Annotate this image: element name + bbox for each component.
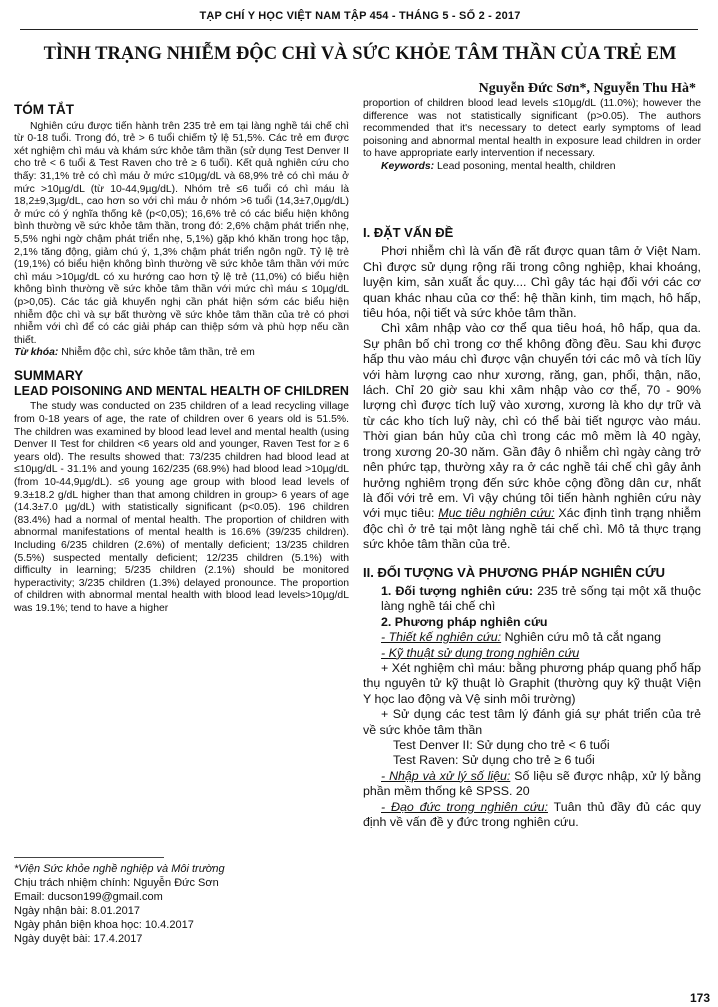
section1-para2	[363, 321, 701, 552]
footnote-reviewed: Ngày phản biện khoa học: 10.4.2017	[14, 919, 194, 931]
keywords-line	[363, 161, 701, 174]
tukhoa-label: Từ khóa:	[14, 347, 59, 359]
keywords-label: Keywords:	[381, 160, 435, 172]
design-line	[381, 630, 701, 645]
ethic-text: Tuân thủ đầy đủ các quy định về vấn đề y đức trong nghiên cứu.	[363, 799, 701, 830]
summary-heading: SUMMARY	[14, 367, 84, 383]
footnote-responsible: Chịu trách nhiệm chính: Nguyễn Đức Sơn	[14, 877, 219, 889]
section2-heading: II. ĐỐI TƯỢNG VÀ PHƯƠNG PHÁP NGHIÊN CỨU	[363, 564, 666, 580]
summary-continued: proportion of children blood lead levels ≤10µg/dL (11.0%); however the difference was not statistically significant (p>0.05). The authors recommended that it's necessary to detect early symptoms of lead poisoning and abnormal mental health in exposure lead children in order to have appropriate early intervention if necessary.	[363, 98, 701, 160]
footnotes	[14, 862, 314, 946]
ethic-label: - Đạo đức trong nghiên cứu:	[381, 799, 548, 814]
summary-body: The study was conducted on 235 children of a lead recycling village from 0-18 years of age, the rate of children over 6 years old is 51.5%. The children was examined by blood lead level and mental health (using Denver II Test for children <6 years old and younger, Raven Test for ≥ 6 years old). The results showed that: 73/235 children had blood lead at ≤10µg/dL - 31.1% and young 162/235 (68.9%) had blood lead >10µg/dL (from 10-44,9µg/dL). ≤6 young age group with blood lead levels of 9.3±18.2 g/dL higher than that among children in group> 6 years of age (14.3±7.0 µg/dL) with statistically significant (p<0.05). 196 children (83.4%) had a normal of mental health. The proportion of children with abnormal manifestations of mental health is 16.6% (39/235 children). Including 6/235 children (2.6%) of mentally deficient; 13/235 children (5.5%) suspected mentally deficient; 12/235 children (5.1%) with difficulty in learning; 5/235 children (2.1%) should be monitored hyperactivity; 3/235 children (1.3%) delayed pronounce. The proportion of children with abnormal mental health with blood lead levels>10µg/dL was 19.1%; tend to have a higher	[14, 401, 349, 614]
sub1-line	[381, 584, 701, 615]
data-line	[363, 769, 701, 800]
page-number: 173	[689, 991, 710, 1005]
denver-line: Test Denver II: Sử dụng cho trẻ < 6 tuổi	[393, 738, 610, 752]
tukhoa-text: Nhiễm độc chì, sức khỏe tâm thần, trẻ em	[58, 347, 255, 359]
data-text: Số liệu sẽ được nhập, xử lý bằng phần mềm thống kê SPSS. 20	[363, 768, 701, 799]
header-rule	[20, 29, 698, 30]
footnote-received: Ngày nhận bài: 8.01.2017	[14, 905, 140, 917]
keywords-text: Lead posoning, mental health, children	[434, 160, 616, 172]
sub1-label: 1. Đối tượng nghiên cứu:	[381, 583, 533, 598]
section1-heading: I. ĐẶT VẤN ĐỀ	[363, 225, 454, 240]
design-text: Nghiên cứu mô tả cắt ngang	[501, 630, 661, 645]
left-column	[14, 98, 349, 616]
muctieu-label: Mục tiêu nghiên cứu:	[438, 506, 555, 521]
data-label: - Nhập và xử lý số liệu:	[381, 768, 511, 783]
right-column-body	[363, 219, 701, 830]
ethic-line	[363, 800, 701, 831]
footnote-email: Email: ducson199@gmail.com	[14, 891, 163, 903]
sub1-text: 235 trẻ sống tại một xã thuộc làng nghề tái chế chì	[381, 583, 701, 614]
section1-para2-text: Chì xâm nhập vào cơ thể qua tiêu hoá, hô hấp, qua da. Sự phân bố chì trong cơ thể không đồng đều. Sau khi được hấp thu vào máu chì được vận chuyển tới các mô và tích lũy với hàm lượng cao như xương, răng, gan, phổi, thận, não, lách. Chỉ 20 giờ sau khi xâm nhập vào cơ thể, 70 - 90% lượng chì được tích luỹ vào xương, xương là kho dự trữ và từ các kho tích luỹ này, chì có thể bài tiết ngược vào máu. Thời gian bán hủy của chì trong các mô mềm là 40 ngày, trong xương 20-30 năm. Gần đây ô nhiễm chì ngày càng trở nên phức tạp, thường xảy ra ở các nghề tái chế chì gây ảnh hưởng nghiêm trọng đến sức khỏe cộng đồng dân cư, nhất là đối với trẻ em. Vì vậy chúng tôi tiến hành nghiên cứu này với mục tiêu:	[363, 321, 701, 521]
footnote-affiliation: *Viện Sức khỏe nghề nghiệp và Môi trường	[14, 863, 225, 875]
tomtat-heading: TÓM TẮT	[14, 102, 74, 117]
muctieu-text: Xác định tình trạng nhiễm độc chì ở trẻ tại một làng nghề tái chế chì. Mô tả thực trạng sức khỏe tâm thần của trẻ.	[363, 506, 701, 552]
xn-para: + Xét nghiệm chì máu: bằng phương pháp quang phổ hấp thụ nguyên tử kỹ thuật lò Graphit (thường quy kỹ thuật Viện Y học lao động và Vệ sinh môi trường)	[363, 660, 701, 706]
section1-para1: Phơi nhiễm chì là vấn đề rất được quan tâm ở Việt Nam. Chì được sử dụng rộng rãi trong công nghiệp, khai khoáng, luyện kim, sản xuất ắc quy.... Chì gây tác hại đối với các cơ quan khác nhau của cơ thể: hệ thần kinh, tim mạch, hô hấp, tiêu hóa, nội tiết và sức khỏe tâm thần.	[363, 244, 701, 321]
tomtat-body: Nghiên cứu được tiến hành trên 235 trẻ em tại làng nghề tái chế chì từ 0-18 tuổi. Trong đó, trẻ > 6 tuổi chiếm tỷ lệ 51,5%. Các trẻ em được xét nghiệm chì máu và khám sức khỏe tâm thần (sử dụng Test Denver II cho trẻ < 6 tuổi & Test Raven cho trẻ ≥ 6 tuổi). Kết quả nghiên cứu cho thấy: 31,1% trẻ có chì máu ở mức ≤10µg/dL và 68,9% trẻ có chì máu ở mức >10µg/dL (từ 10-44,9µg/dL). Nhóm trẻ ≤6 tuổi có chì máu là 18,2±9,3µg/dL, cao hơn so với chì máu ở nhóm >6 tuổi (14,3±7,0µg/dL) ở mức có ý nghĩa thống kê (p<0,05); 16,6% trẻ có các biểu hiện không bình thường về sức khỏe tâm thần, trong đó: 2,6% chậm phát triển nhẹ, 5,5% nghi ngờ chậm phát triển nhẹ, 5,1%) gặp khó khăn trong học tập, 2,1% tăng động, giảm chú ý, 1,3% chậm phát triển ngôn ngữ. Tỷ lệ trẻ (19,1%) có biểu hiện không bình thường về sức khỏe tâm thần với mức chì máu >10µg/dL có xu hướng cao hơn tỷ lệ trẻ (11,0%) có biểu hiện không bình thường về sức khỏe tâm thần với mức chì máu ≤ 10µg/dL (p>0,05). Các tác giả khuyến nghị cần phát hiện sớm các biểu hiện nhiễm độc chì và sự bất thường về sức khỏe tâm thần của trẻ có phơi nhiễm với chì để có các giải pháp can thiệp sớm và phù hợp nếu cần thiết.	[14, 120, 349, 346]
article-title: TÌNH TRẠNG NHIỄM ĐỘC CHÌ VÀ SỨC KHỎE TÂM THẦN CỦA TRẺ EM	[43, 44, 677, 64]
tech-line	[381, 646, 701, 661]
tests-para: + Sử dụng các test tâm lý đánh giá sự phát triển của trẻ về sức khỏe tâm thần	[363, 707, 701, 737]
footnote-rule	[14, 857, 164, 858]
summary-title: LEAD POISONING AND MENTAL HEALTH OF CHILDREN	[14, 384, 349, 399]
sub2-label: 2. Phương pháp nghiên cứu	[381, 614, 548, 629]
tukhoa-line	[14, 347, 349, 360]
journal-header: TẠP CHÍ Y HỌC VIỆT NAM TẬP 454 - THÁNG 5 - SỐ 2 - 2017	[199, 10, 521, 22]
article-authors: Nguyễn Đức Sơn*, Nguyễn Thu Hà*	[478, 81, 696, 96]
tech-label: - Kỹ thuật sử dụng trong nghiên cứu	[381, 645, 580, 660]
footnote-approved: Ngày duyệt bài: 17.4.2017	[14, 933, 143, 945]
raven-line: Test Raven: Sử dụng cho trẻ ≥ 6 tuổi	[393, 753, 595, 768]
design-label: - Thiết kế nghiên cứu:	[381, 630, 502, 645]
right-column	[363, 98, 701, 174]
